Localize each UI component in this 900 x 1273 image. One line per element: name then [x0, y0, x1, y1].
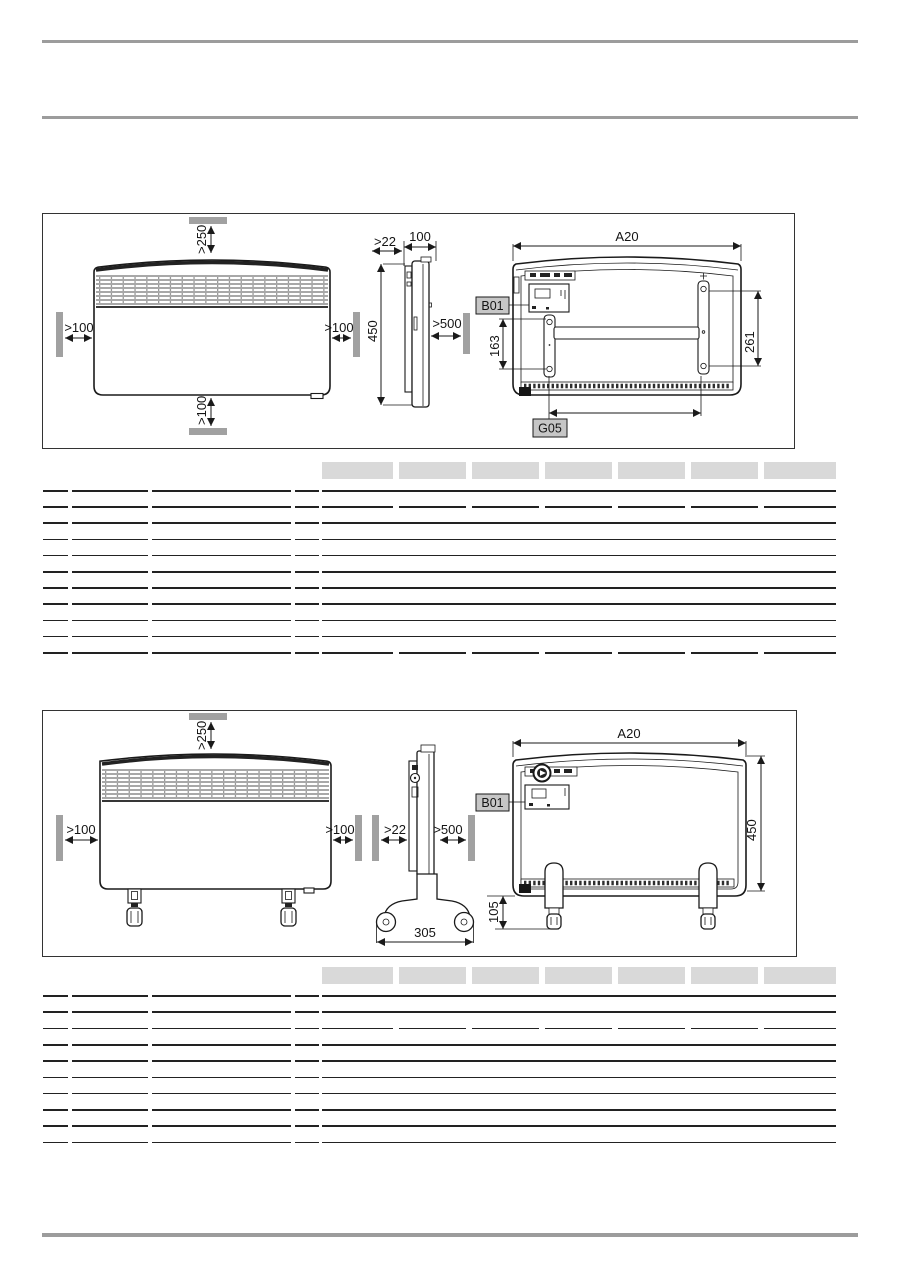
table-row: [43, 1028, 836, 1030]
row-line-segment: [72, 1093, 148, 1095]
row-line-segment: [152, 587, 291, 589]
row-line-segment: [72, 1109, 148, 1111]
row-line-segment: [72, 1142, 148, 1144]
row-line-segment: [618, 652, 685, 654]
row-line-segment: [322, 1093, 836, 1095]
dim-label-depth: 100: [409, 229, 431, 244]
row-line-segment: [545, 652, 612, 654]
table-row: [43, 652, 836, 654]
floor-clearance-bar: [189, 428, 227, 435]
row-line-segment: [322, 1011, 836, 1013]
row-line-segment: [152, 1077, 291, 1079]
table-row: [43, 1060, 836, 1062]
caster-leg-left: [545, 863, 563, 929]
callout-b01-label: B01: [481, 796, 504, 810]
row-line-segment: [72, 1011, 148, 1013]
header-cell: [618, 967, 685, 984]
row-line-segment: [295, 555, 319, 557]
header-cell: [764, 462, 836, 479]
table-row: [43, 506, 836, 508]
ceiling-clearance-bar: [189, 713, 227, 720]
row-line-segment: [72, 506, 148, 508]
row-line-segment: [322, 490, 836, 492]
header-cell: [399, 462, 466, 479]
row-line-segment: [43, 636, 68, 638]
row-line-segment: [322, 1028, 393, 1030]
row-line-segment: [152, 1109, 291, 1111]
table-row: [43, 1125, 836, 1127]
table-header-row: [43, 462, 836, 479]
dim-label-wall-gap: >22: [373, 234, 397, 249]
row-line-segment: [152, 555, 291, 557]
left-wall-bar: [56, 312, 63, 357]
row-line-segment: [72, 490, 148, 492]
table-header-row: [43, 967, 836, 984]
table-row: [43, 1109, 836, 1111]
table-row: [43, 522, 836, 524]
row-line-segment: [152, 1060, 291, 1062]
footer-rule: [42, 1233, 858, 1237]
dim-label-width: A20: [617, 726, 641, 741]
stand-base: [384, 874, 470, 917]
foot: [304, 888, 314, 893]
row-line-segment: [152, 1028, 291, 1030]
row-line-segment: [295, 1011, 319, 1013]
row-line-segment: [72, 587, 148, 589]
fig2-side-view: [372, 745, 475, 943]
row-line-segment: [322, 1142, 836, 1144]
row-line-segment: [152, 652, 291, 654]
row-line-segment: [72, 1125, 148, 1127]
row-line-segment: [43, 1077, 68, 1079]
row-line-segment: [152, 539, 291, 541]
row-line-segment: [43, 539, 68, 541]
row-line-segment: [43, 1011, 68, 1013]
corner-foot: [519, 884, 531, 893]
row-line-segment: [152, 995, 291, 997]
dim-label-rail-right-height: 261: [742, 331, 757, 353]
stand-wheel-left: [377, 913, 396, 932]
row-line-segment: [43, 1044, 68, 1046]
dim-label-caster-height: 105: [486, 901, 501, 923]
row-line-segment: [295, 636, 319, 638]
header-cell: [545, 462, 612, 479]
table-row: [43, 587, 836, 589]
row-line-segment: [152, 603, 291, 605]
row-line-segment: [72, 539, 148, 541]
row-line-segment: [764, 652, 836, 654]
dim-label-top-clearance: >250: [194, 224, 209, 254]
row-line-segment: [295, 1028, 319, 1030]
row-line-segment: [152, 522, 291, 524]
row-line-segment: [72, 522, 148, 524]
row-line-segment: [295, 1142, 319, 1144]
side-body: [417, 751, 434, 876]
row-line-segment: [43, 522, 68, 524]
row-line-segment: [322, 522, 836, 524]
row-line-segment: [295, 539, 319, 541]
row-line-segment: [322, 1077, 836, 1079]
row-line-segment: [152, 1125, 291, 1127]
row-line-segment: [764, 506, 836, 508]
table-row: [43, 995, 836, 997]
row-line-segment: [322, 1044, 836, 1046]
row-line-segment: [322, 1125, 836, 1127]
row-line-segment: [295, 1077, 319, 1079]
header-cell: [764, 967, 836, 984]
fig1-back-view: [476, 229, 761, 437]
fig1-front-view: [56, 217, 360, 435]
row-line-segment: [43, 1109, 68, 1111]
foot: [311, 394, 323, 399]
callout-b01-label: B01: [481, 299, 504, 313]
table-row: [43, 1077, 836, 1079]
row-line-segment: [295, 1125, 319, 1127]
header-cell: [472, 462, 539, 479]
row-line-segment: [295, 652, 319, 654]
dim-label-left-clearance: >100: [66, 822, 96, 837]
header-cell: [399, 967, 466, 984]
mount-rail-right: [698, 281, 709, 374]
row-line-segment: [72, 1044, 148, 1046]
corner-foot: [519, 387, 531, 396]
row-line-segment: [295, 522, 319, 524]
caster-left: [127, 889, 142, 926]
spec-table-wall-mount: [43, 462, 836, 654]
row-line-segment: [295, 1109, 319, 1111]
row-line-segment: [399, 652, 466, 654]
figure2-drawing: [43, 711, 796, 956]
row-line-segment: [322, 506, 393, 508]
row-line-segment: [152, 636, 291, 638]
header-cell: [322, 462, 393, 479]
front-obstacle-bar: [468, 815, 475, 861]
stand-wheel-right: [455, 913, 474, 932]
row-line-segment: [399, 1028, 466, 1030]
table-row: [43, 539, 836, 541]
figure-wall-mount-dimensions: [42, 213, 795, 449]
dim-label-top-clearance: >250: [194, 720, 209, 750]
cross-bar: [554, 327, 699, 339]
dim-label-width: A20: [615, 229, 639, 244]
row-line-segment: [72, 636, 148, 638]
row-line-segment: [322, 636, 836, 638]
row-line-segment: [295, 1093, 319, 1095]
row-line-segment: [152, 620, 291, 622]
row-line-segment: [295, 995, 319, 997]
row-line-segment: [152, 1142, 291, 1144]
table-row: [43, 1011, 836, 1013]
row-line-segment: [43, 1093, 68, 1095]
caster-leg-right: [699, 863, 717, 929]
row-line-segment: [72, 1028, 148, 1030]
figure-caster-mount-dimensions: [42, 710, 797, 957]
row-line-segment: [43, 995, 68, 997]
front-obstacle-bar: [463, 313, 470, 354]
row-line-segment: [322, 1060, 836, 1062]
fig2-back-view: [476, 726, 765, 929]
table-row: [43, 1044, 836, 1046]
dim-label-front-clearance: >500: [433, 822, 463, 837]
row-line-segment: [322, 603, 836, 605]
row-line-segment: [72, 620, 148, 622]
row-line-segment: [72, 571, 148, 573]
header-cell: [545, 967, 612, 984]
row-line-segment: [322, 571, 836, 573]
row-line-segment: [72, 652, 148, 654]
row-line-segment: [295, 603, 319, 605]
row-line-segment: [399, 506, 466, 508]
row-line-segment: [322, 995, 836, 997]
row-line-segment: [322, 652, 393, 654]
row-line-segment: [322, 620, 836, 622]
row-line-segment: [152, 571, 291, 573]
header-rule-top: [42, 40, 858, 43]
row-line-segment: [322, 1109, 836, 1111]
row-line-segment: [43, 1028, 68, 1030]
row-line-segment: [43, 1125, 68, 1127]
table-row: [43, 490, 836, 492]
row-line-segment: [322, 539, 836, 541]
rear-wall-bar: [372, 815, 379, 861]
left-wall-bar: [56, 815, 63, 861]
dim-label-height: 450: [365, 320, 380, 342]
table-row: [43, 620, 836, 622]
table-row: [43, 1093, 836, 1095]
row-line-segment: [43, 652, 68, 654]
header-cell: [691, 967, 758, 984]
figure1-drawing: [43, 214, 794, 448]
ceiling-clearance-bar: [189, 217, 227, 224]
row-line-segment: [72, 603, 148, 605]
dim-label-rail-left-height: 163: [487, 335, 502, 357]
row-line-segment: [43, 490, 68, 492]
table-row: [43, 636, 836, 638]
row-line-segment: [43, 1060, 68, 1062]
row-line-segment: [72, 1077, 148, 1079]
row-line-segment: [545, 1028, 612, 1030]
fig2-front-view: [56, 713, 362, 926]
row-line-segment: [472, 506, 539, 508]
callout-g05-label: G05: [538, 421, 562, 436]
row-line-segment: [295, 620, 319, 622]
header-cell: [472, 967, 539, 984]
dim-label-left-clearance: >100: [64, 320, 94, 335]
row-line-segment: [691, 652, 758, 654]
row-line-segment: [152, 506, 291, 508]
row-line-segment: [472, 1028, 539, 1030]
right-wall-bar: [353, 312, 360, 357]
row-line-segment: [322, 555, 836, 557]
row-line-segment: [43, 1142, 68, 1144]
header-cell: [691, 462, 758, 479]
row-line-segment: [295, 587, 319, 589]
row-line-segment: [545, 506, 612, 508]
side-body: [412, 261, 429, 407]
row-line-segment: [295, 1060, 319, 1062]
row-line-segment: [295, 490, 319, 492]
row-line-segment: [43, 620, 68, 622]
dim-label-wall-gap: >22: [383, 822, 407, 837]
row-line-segment: [691, 506, 758, 508]
fig1-side-view: [365, 229, 470, 407]
row-line-segment: [764, 1028, 836, 1030]
dim-label-front-clearance: >500: [432, 316, 462, 331]
right-wall-bar: [355, 815, 362, 861]
row-line-segment: [72, 555, 148, 557]
row-line-segment: [72, 1060, 148, 1062]
caster-right: [281, 889, 296, 926]
row-line-segment: [43, 506, 68, 508]
row-line-segment: [72, 995, 148, 997]
row-line-segment: [618, 1028, 685, 1030]
row-line-segment: [152, 1093, 291, 1095]
row-line-segment: [152, 490, 291, 492]
table-row: [43, 603, 836, 605]
row-line-segment: [618, 506, 685, 508]
row-line-segment: [295, 571, 319, 573]
spec-table-caster-mount: [43, 967, 836, 1145]
table-row: [43, 571, 836, 573]
row-line-segment: [322, 587, 836, 589]
row-line-segment: [43, 603, 68, 605]
header-rule-bottom: [42, 116, 858, 119]
row-line-segment: [43, 555, 68, 557]
row-line-segment: [43, 571, 68, 573]
dim-label-base-width: 305: [414, 925, 436, 940]
dim-label-height: 450: [744, 819, 759, 841]
row-line-segment: [43, 587, 68, 589]
dim-label-right-clearance: >100: [324, 320, 354, 335]
table-row: [43, 555, 836, 557]
dim-label-bottom-clearance: >100: [194, 395, 209, 425]
row-line-segment: [152, 1011, 291, 1013]
row-line-segment: [691, 1028, 758, 1030]
table-row: [43, 1142, 836, 1144]
row-line-segment: [295, 1044, 319, 1046]
row-line-segment: [152, 1044, 291, 1046]
header-cell: [618, 462, 685, 479]
row-line-segment: [295, 506, 319, 508]
header-cell: [322, 967, 393, 984]
dim-label-right-clearance: >100: [325, 822, 355, 837]
row-line-segment: [472, 652, 539, 654]
